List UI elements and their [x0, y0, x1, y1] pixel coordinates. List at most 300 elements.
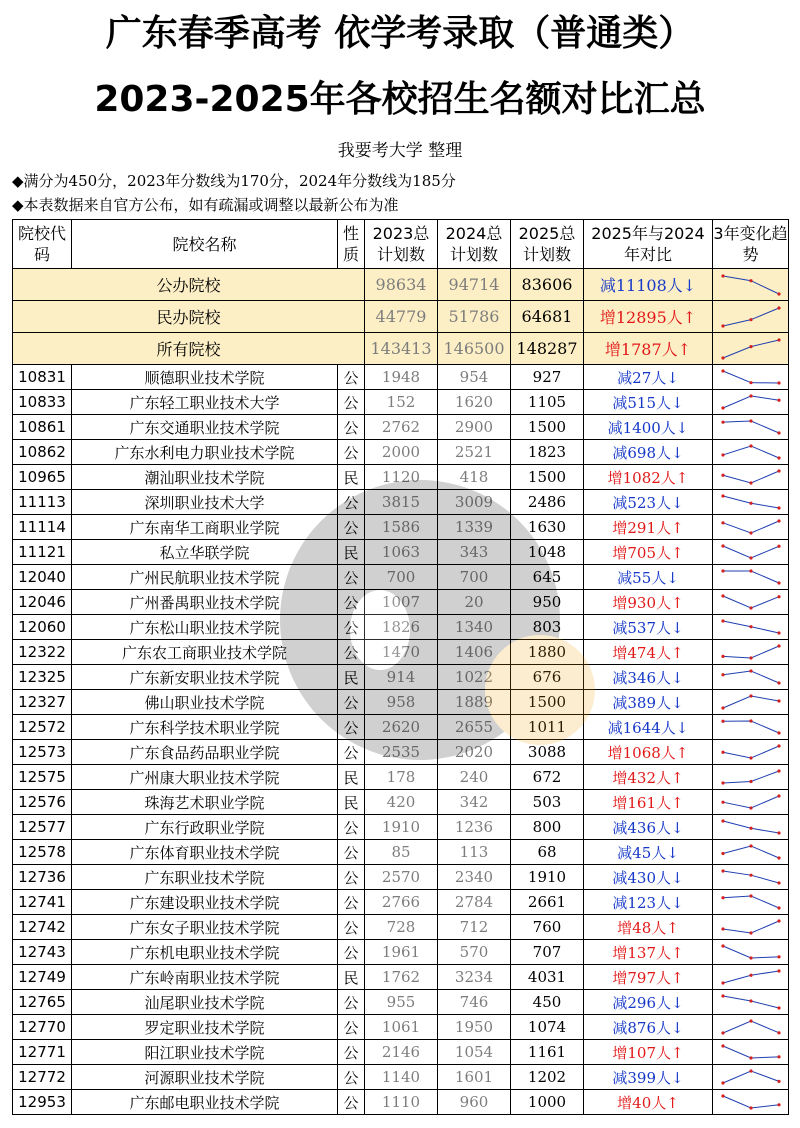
- school-code: 12736: [13, 865, 72, 890]
- table-row: [13, 865, 789, 890]
- trend-sparkline: [719, 1092, 783, 1112]
- plan-2025: 68: [511, 840, 584, 865]
- school-code: 12573: [13, 740, 72, 765]
- trend-cell: [713, 815, 789, 840]
- header-type: 性质: [338, 220, 365, 269]
- school-type: 公: [338, 390, 365, 415]
- school-code: 12772: [13, 1065, 72, 1090]
- trend-point-2025: [777, 881, 780, 884]
- plan-2023: 1110: [365, 1090, 438, 1115]
- change-value: 增1068人↑: [584, 740, 713, 765]
- trend-line: [723, 746, 779, 758]
- trend-sparkline: [719, 842, 783, 862]
- plan-2024: 2655: [438, 715, 511, 740]
- plan-2023: 1120: [365, 465, 438, 490]
- trend-point-2025: [777, 456, 780, 459]
- trend-point-2025: [777, 769, 780, 772]
- trend-cell: [713, 1040, 789, 1065]
- trend-line: [723, 308, 779, 326]
- school-code: 12742: [13, 915, 72, 940]
- plan-2023: 2535: [365, 740, 438, 765]
- trend-sparkline: [719, 992, 783, 1012]
- trend-point-2024: [749, 1069, 752, 1072]
- school-name: 深圳职业技术大学: [72, 490, 338, 515]
- trend-point-2024: [749, 656, 752, 659]
- trend-point-2023: [721, 274, 724, 277]
- trend-sparkline: [719, 1042, 783, 1062]
- school-type: 公: [338, 690, 365, 715]
- plan-2025: 2486: [511, 490, 584, 515]
- plan-2023: 914: [365, 665, 438, 690]
- trend-cell: [713, 665, 789, 690]
- trend-point-2025: [777, 306, 780, 309]
- plan-2024: 3234: [438, 965, 511, 990]
- trend-cell: [713, 715, 789, 740]
- trend-point-2023: [721, 1081, 724, 1084]
- trend-point-2024: [749, 556, 752, 559]
- trend-cell: [713, 440, 789, 465]
- school-code: 12040: [13, 565, 72, 590]
- plan-2025: 1500: [511, 415, 584, 440]
- change-value: 增291人↑: [584, 515, 713, 540]
- trend-point-2023: [721, 421, 724, 424]
- trend-point-2025: [777, 1031, 780, 1034]
- school-name: 广东机电职业技术学院: [72, 940, 338, 965]
- change-value: 减1400人↓: [584, 415, 713, 440]
- plan-2025: 707: [511, 940, 584, 965]
- table-row: [13, 515, 789, 540]
- trend-cell: [713, 690, 789, 715]
- plan-2023: 1910: [365, 815, 438, 840]
- trend-cell: [713, 865, 789, 890]
- trend-point-2023: [721, 927, 724, 930]
- plan-2025: 1910: [511, 865, 584, 890]
- trend-sparkline: [719, 767, 783, 787]
- trend-point-2023: [721, 655, 724, 658]
- change-value: 增161人↑: [584, 790, 713, 815]
- plan-2024: 51786: [438, 301, 511, 333]
- trend-point-2025: [777, 1006, 780, 1009]
- trend-line: [723, 796, 779, 808]
- change-value: 减515人↓: [584, 390, 713, 415]
- plan-2023: 1140: [365, 1065, 438, 1090]
- summary-label: 民办院校: [13, 301, 365, 333]
- summary-row: [13, 269, 789, 301]
- trend-sparkline: [719, 442, 783, 462]
- plan-2023: 152: [365, 390, 438, 415]
- plan-2025: 927: [511, 365, 584, 390]
- change-value: 增930人↑: [584, 590, 713, 615]
- trend-sparkline: [719, 542, 783, 562]
- trend-point-2024: [749, 806, 752, 809]
- school-code: 12060: [13, 615, 72, 640]
- trend-point-2025: [777, 731, 780, 734]
- trend-cell: [713, 615, 789, 640]
- plan-2025: 760: [511, 915, 584, 940]
- trend-point-2024: [749, 694, 752, 697]
- school-name: 广东松山职业技术学院: [72, 615, 338, 640]
- trend-point-2024: [749, 756, 752, 759]
- school-type: 公: [338, 615, 365, 640]
- school-name: 广东岭南职业技术学院: [72, 965, 338, 990]
- trend-line: [723, 421, 779, 433]
- trend-point-2024: [749, 1106, 752, 1109]
- trend-cell: [713, 990, 789, 1015]
- school-code: 12578: [13, 840, 72, 865]
- trend-point-2023: [721, 569, 724, 572]
- trend-point-2025: [777, 955, 780, 958]
- trend-point-2025: [777, 292, 780, 295]
- change-value: 增705人↑: [584, 540, 713, 565]
- trend-cell: [713, 940, 789, 965]
- trend-sparkline: [719, 417, 783, 437]
- trend-sparkline: [719, 272, 783, 298]
- school-code: 11114: [13, 515, 72, 540]
- school-type: 公: [338, 515, 365, 540]
- change-value: 增107人↑: [584, 1040, 713, 1065]
- school-name: 罗定职业技术学院: [72, 1015, 338, 1040]
- trend-point-2024: [749, 531, 752, 534]
- school-type: 公: [338, 915, 365, 940]
- change-value: 减45人↓: [584, 840, 713, 865]
- table-row: [13, 940, 789, 965]
- trend-cell: [713, 915, 789, 940]
- header-name: 院校名称: [72, 220, 338, 269]
- header-trend: 3年变化趋势: [713, 220, 789, 269]
- school-code: 12046: [13, 590, 72, 615]
- trend-line: [723, 946, 779, 958]
- school-code: 12325: [13, 665, 72, 690]
- trend-line: [723, 471, 779, 483]
- trend-cell: [713, 1065, 789, 1090]
- trend-line: [723, 896, 779, 908]
- page-subtitle: 我要考大学 整理: [337, 141, 463, 161]
- plan-2024: 1236: [438, 815, 511, 840]
- trend-point-2025: [777, 831, 780, 834]
- plan-2025: 64681: [511, 301, 584, 333]
- change-value: 减389人↓: [584, 690, 713, 715]
- table-row: [13, 890, 789, 915]
- school-type: 民: [338, 965, 365, 990]
- header-compare: 2025年与2024年对比: [584, 220, 713, 269]
- school-name: 广东交通职业技术学院: [72, 415, 338, 440]
- trend-point-2024: [749, 569, 752, 572]
- plan-2023: 2766: [365, 890, 438, 915]
- page-title-line1: 广东春季高考 依学考录取（普通类）: [105, 13, 695, 54]
- trend-point-2024: [749, 874, 752, 877]
- school-code: 12572: [13, 715, 72, 740]
- school-name: 广东新安职业技术学院: [72, 665, 338, 690]
- plan-2023: 1586: [365, 515, 438, 540]
- trend-sparkline: [719, 617, 783, 637]
- table-row: [13, 390, 789, 415]
- change-value: 增12895人↑: [584, 301, 713, 333]
- trend-point-2024: [749, 974, 752, 977]
- table-row: [13, 1015, 789, 1040]
- trend-sparkline: [719, 467, 783, 487]
- trend-sparkline: [719, 642, 783, 662]
- school-code: 12575: [13, 765, 72, 790]
- plan-2025: 1500: [511, 690, 584, 715]
- trend-cell: [713, 1090, 789, 1115]
- plan-2025: 1500: [511, 465, 584, 490]
- trend-point-2023: [721, 544, 724, 547]
- plan-2023: 1007: [365, 590, 438, 615]
- school-name: 广州民航职业技术学院: [72, 565, 338, 590]
- trend-point-2024: [749, 1056, 752, 1059]
- trend-point-2023: [721, 406, 724, 409]
- change-value: 减55人↓: [584, 565, 713, 590]
- note-score-line: ◆满分为450分，2023年分数线为170分，2024年分数线为185分: [12, 172, 456, 190]
- trend-point-2023: [721, 869, 724, 872]
- school-type: 公: [338, 1040, 365, 1065]
- trend-line: [723, 1021, 779, 1033]
- plan-2024: 2784: [438, 890, 511, 915]
- trend-point-2023: [721, 494, 724, 497]
- trend-point-2024: [749, 844, 752, 847]
- trend-sparkline: [719, 742, 783, 762]
- trend-line: [723, 721, 779, 733]
- trend-point-2024: [749, 381, 752, 384]
- change-value: 增1787人↑: [584, 333, 713, 365]
- school-name: 顺德职业技术学院: [72, 365, 338, 390]
- plan-2025: 148287: [511, 333, 584, 365]
- trend-line: [723, 646, 779, 658]
- plan-2023: 958: [365, 690, 438, 715]
- plan-2024: 954: [438, 365, 511, 390]
- trend-point-2024: [749, 625, 752, 628]
- change-value: 减537人↓: [584, 615, 713, 640]
- plan-2025: 1105: [511, 390, 584, 415]
- trend-sparkline: [719, 367, 783, 387]
- trend-sparkline: [719, 692, 783, 712]
- school-code: 12770: [13, 1015, 72, 1040]
- trend-point-2025: [777, 431, 780, 434]
- school-type: 公: [338, 840, 365, 865]
- trend-line: [723, 1071, 779, 1083]
- trend-sparkline: [719, 492, 783, 512]
- change-value: 减11108人↓: [584, 269, 713, 301]
- trend-point-2023: [721, 720, 724, 723]
- trend-point-2024: [749, 719, 752, 722]
- plan-2025: 1823: [511, 440, 584, 465]
- trend-sparkline: [719, 917, 783, 937]
- change-value: 减346人↓: [584, 665, 713, 690]
- plan-2023: 2762: [365, 415, 438, 440]
- school-name: 私立华联学院: [72, 540, 338, 565]
- plan-2024: 2340: [438, 865, 511, 890]
- trend-line: [723, 276, 779, 294]
- enrollment-table: [12, 219, 789, 1115]
- trend-sparkline: [719, 792, 783, 812]
- plan-2023: 1961: [365, 940, 438, 965]
- trend-point-2025: [777, 631, 780, 634]
- plan-2025: 1048: [511, 540, 584, 565]
- school-name: 广东建设职业技术学院: [72, 890, 338, 915]
- change-value: 增1082人↑: [584, 465, 713, 490]
- trend-point-2023: [721, 356, 724, 359]
- change-value: 增474人↑: [584, 640, 713, 665]
- trend-line: [723, 1096, 779, 1108]
- plan-2024: 3009: [438, 490, 511, 515]
- plan-2024: 20: [438, 590, 511, 615]
- trend-cell: [713, 790, 789, 815]
- plan-2025: 450: [511, 990, 584, 1015]
- plan-2023: 3815: [365, 490, 438, 515]
- trend-sparkline: [719, 567, 783, 587]
- trend-point-2024: [749, 894, 752, 897]
- plan-2023: 728: [365, 915, 438, 940]
- plan-2025: 1880: [511, 640, 584, 665]
- trend-cell: [713, 640, 789, 665]
- trend-line: [723, 340, 779, 358]
- school-code: 12743: [13, 940, 72, 965]
- plan-2024: 1601: [438, 1065, 511, 1090]
- school-name: 广东科学技术职业学院: [72, 715, 338, 740]
- trend-point-2023: [721, 673, 724, 676]
- trend-cell: [713, 890, 789, 915]
- school-type: 公: [338, 940, 365, 965]
- trend-cell: [713, 840, 789, 865]
- change-value: 减399人↓: [584, 1065, 713, 1090]
- change-value: 减436人↓: [584, 815, 713, 840]
- change-value: 减876人↓: [584, 1015, 713, 1040]
- trend-point-2025: [777, 595, 780, 598]
- trend-point-2025: [777, 519, 780, 522]
- table-header-row: [13, 220, 789, 269]
- school-code: 10861: [13, 415, 72, 440]
- trend-sparkline: [719, 967, 783, 987]
- trend-point-2025: [777, 338, 780, 341]
- plan-2024: 1889: [438, 690, 511, 715]
- school-code: 12771: [13, 1040, 72, 1065]
- school-type: 公: [338, 440, 365, 465]
- trend-line: [723, 871, 779, 883]
- trend-point-2023: [721, 619, 724, 622]
- plan-2024: 342: [438, 790, 511, 815]
- plan-2025: 1161: [511, 1040, 584, 1065]
- trend-point-2024: [749, 999, 752, 1002]
- school-name: 佛山职业技术学院: [72, 690, 338, 715]
- trend-cell: [713, 1015, 789, 1040]
- trend-line: [723, 1046, 779, 1058]
- trend-point-2024: [749, 931, 752, 934]
- trend-sparkline: [719, 592, 783, 612]
- school-name: 广东女子职业技术学院: [72, 915, 338, 940]
- school-type: 公: [338, 1065, 365, 1090]
- trend-cell: [713, 490, 789, 515]
- trend-point-2024: [749, 444, 752, 447]
- table-row: [13, 665, 789, 690]
- plan-2024: 343: [438, 540, 511, 565]
- change-value: 减27人↓: [584, 365, 713, 390]
- trend-point-2024: [749, 419, 752, 422]
- school-type: 公: [338, 365, 365, 390]
- plan-2023: 1470: [365, 640, 438, 665]
- trend-cell: [713, 590, 789, 615]
- plan-2024: 1950: [438, 1015, 511, 1040]
- trend-point-2023: [721, 981, 724, 984]
- table-row: [13, 815, 789, 840]
- school-code: 12953: [13, 1090, 72, 1115]
- school-type: 民: [338, 540, 365, 565]
- change-value: 增40人↑: [584, 1090, 713, 1115]
- trend-sparkline: [719, 1067, 783, 1087]
- plan-2025: 503: [511, 790, 584, 815]
- trend-point-2024: [749, 394, 752, 397]
- table-row: [13, 1065, 789, 1090]
- plan-2023: 2146: [365, 1040, 438, 1065]
- trend-point-2023: [721, 521, 724, 524]
- school-code: 11113: [13, 490, 72, 515]
- plan-2024: 146500: [438, 333, 511, 365]
- plan-2023: 1948: [365, 365, 438, 390]
- header-2025: 2025总计划数: [511, 220, 584, 269]
- header-2023: 2023总计划数: [365, 220, 438, 269]
- school-name: 广东行政职业学院: [72, 815, 338, 840]
- plan-2024: 1022: [438, 665, 511, 690]
- school-code: 10862: [13, 440, 72, 465]
- trend-point-2025: [777, 919, 780, 922]
- trend-point-2025: [777, 794, 780, 797]
- plan-2025: 1000: [511, 1090, 584, 1115]
- table-row: [13, 540, 789, 565]
- trend-point-2023: [721, 944, 724, 947]
- school-code: 12322: [13, 640, 72, 665]
- plan-2024: 1620: [438, 390, 511, 415]
- change-value: 减430人↓: [584, 865, 713, 890]
- trend-point-2024: [749, 1019, 752, 1022]
- school-code: 10831: [13, 365, 72, 390]
- school-name: 广东农工商职业技术学院: [72, 640, 338, 665]
- plan-2024: 2521: [438, 440, 511, 465]
- trend-point-2025: [777, 681, 780, 684]
- school-code: 12577: [13, 815, 72, 840]
- trend-point-2025: [777, 856, 780, 859]
- plan-2023: 1061: [365, 1015, 438, 1040]
- table-row: [13, 415, 789, 440]
- school-type: 公: [338, 640, 365, 665]
- trend-point-2025: [777, 545, 780, 548]
- school-type: 民: [338, 665, 365, 690]
- table-row: [13, 790, 789, 815]
- trend-line: [723, 396, 779, 408]
- plan-2024: 1340: [438, 615, 511, 640]
- trend-point-2023: [721, 819, 724, 822]
- table-row: [13, 465, 789, 490]
- plan-2024: 2020: [438, 740, 511, 765]
- school-name: 潮汕职业技术学院: [72, 465, 338, 490]
- trend-cell: [713, 333, 789, 365]
- trend-point-2023: [721, 801, 724, 804]
- school-type: 公: [338, 865, 365, 890]
- trend-point-2023: [721, 474, 724, 477]
- plan-2023: 44779: [365, 301, 438, 333]
- trend-line: [723, 696, 779, 708]
- trend-point-2023: [721, 453, 724, 456]
- school-code: 12741: [13, 890, 72, 915]
- change-value: 增797人↑: [584, 965, 713, 990]
- plan-2025: 803: [511, 615, 584, 640]
- plan-2024: 2900: [438, 415, 511, 440]
- trend-line: [723, 521, 779, 533]
- page-title-line2: 2023-2025年各校招生名额对比汇总: [94, 79, 706, 120]
- summary-label: 所有院校: [13, 333, 365, 365]
- plan-2025: 1630: [511, 515, 584, 540]
- trend-point-2024: [749, 956, 752, 959]
- school-name: 阳江职业技术学院: [72, 1040, 338, 1065]
- trend-cell: [713, 415, 789, 440]
